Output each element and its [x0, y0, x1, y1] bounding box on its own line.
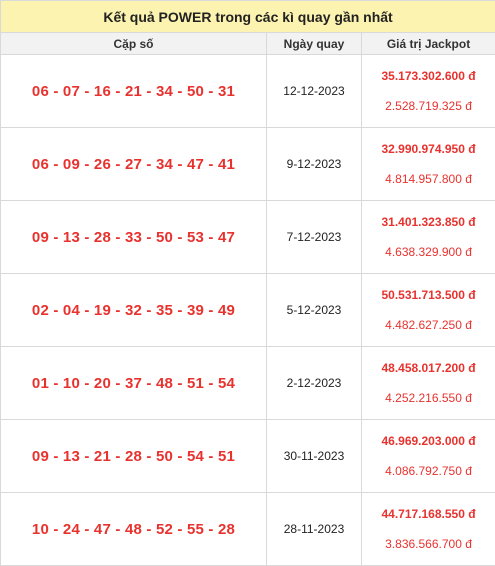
jackpot-cell — [362, 128, 495, 201]
numbers-cell: 01 - 10 - 20 - 37 - 48 - 51 - 54 — [1, 347, 267, 420]
jackpot1-value: 50.531.713.500 đ — [362, 287, 495, 303]
jackpot1-value: 46.969.203.000 đ — [362, 433, 495, 449]
jackpot2-value: 4.814.957.800 đ — [362, 171, 495, 187]
jackpot1-value: 35.173.302.600 đ — [362, 68, 495, 84]
table-row — [1, 128, 495, 201]
date-cell: 2-12-2023 — [267, 347, 362, 420]
jackpot1-value: 32.990.974.950 đ — [362, 141, 495, 157]
header-jackpot: Giá trị Jackpot — [362, 33, 495, 55]
header-row — [1, 33, 495, 55]
date-cell: 28-11-2023 — [267, 493, 362, 566]
jackpot2-value: 3.836.566.700 đ — [362, 536, 495, 552]
jackpot2-value: 4.638.329.900 đ — [362, 244, 495, 260]
jackpot2-value: 2.528.719.325 đ — [362, 98, 495, 114]
table-title: Kết quả POWER trong các kì quay gần nhất — [1, 1, 495, 33]
date-cell: 9-12-2023 — [267, 128, 362, 201]
header-date: Ngày quay — [267, 33, 362, 55]
jackpot2-value: 4.252.216.550 đ — [362, 390, 495, 406]
numbers-cell: 06 - 07 - 16 - 21 - 34 - 50 - 31 — [1, 55, 267, 128]
date-cell: 7-12-2023 — [267, 201, 362, 274]
date-cell: 30-11-2023 — [267, 420, 362, 493]
title-row — [1, 1, 495, 33]
jackpot-cell — [362, 55, 495, 128]
jackpot1-value: 44.717.168.550 đ — [362, 506, 495, 522]
numbers-cell: 09 - 13 - 21 - 28 - 50 - 54 - 51 — [1, 420, 267, 493]
jackpot2-value: 4.482.627.250 đ — [362, 317, 495, 333]
jackpot2-value: 4.086.792.750 đ — [362, 463, 495, 479]
numbers-cell: 10 - 24 - 47 - 48 - 52 - 55 - 28 — [1, 493, 267, 566]
jackpot-cell — [362, 347, 495, 420]
jackpot-cell — [362, 274, 495, 347]
numbers-cell: 02 - 04 - 19 - 32 - 35 - 39 - 49 — [1, 274, 267, 347]
date-cell: 12-12-2023 — [267, 55, 362, 128]
jackpot1-value: 31.401.323.850 đ — [362, 214, 495, 230]
table-row — [1, 493, 495, 566]
table-row — [1, 201, 495, 274]
table-row — [1, 347, 495, 420]
numbers-cell: 09 - 13 - 28 - 33 - 50 - 53 - 47 — [1, 201, 267, 274]
table-row — [1, 55, 495, 128]
table-row — [1, 420, 495, 493]
numbers-cell: 06 - 09 - 26 - 27 - 34 - 47 - 41 — [1, 128, 267, 201]
jackpot1-value: 48.458.017.200 đ — [362, 360, 495, 376]
date-cell: 5-12-2023 — [267, 274, 362, 347]
jackpot-cell — [362, 201, 495, 274]
jackpot-cell — [362, 420, 495, 493]
header-numbers: Cặp số — [1, 33, 267, 55]
table-row — [1, 274, 495, 347]
jackpot-cell — [362, 493, 495, 566]
